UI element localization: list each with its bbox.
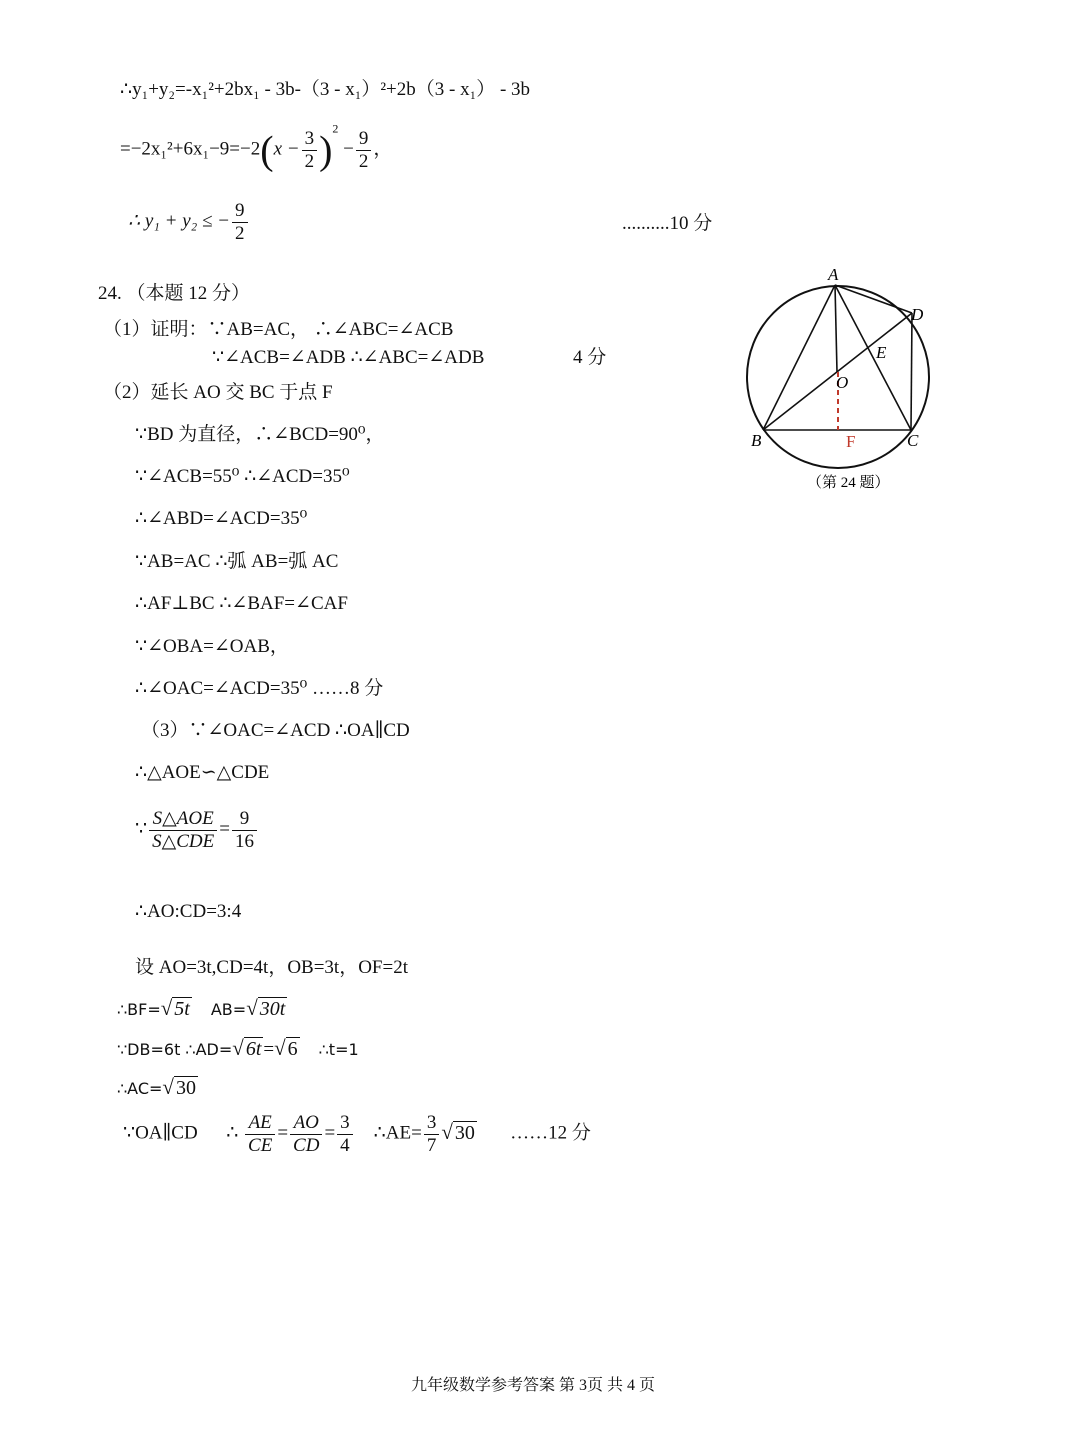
label-f: F [846, 432, 856, 451]
page-footer: 九年级数学参考答案 第 3页 共 4 页 [411, 1377, 656, 1394]
q24-step15: ∵OA∥CD ∴ $\frac{AE}{CE}$ = $\frac{AO}{CD}$ = $\frac{3}{4}$ ∴AE= $\frac{3}{7}$ √ 30 ……12 分 [123, 1112, 591, 1156]
q24-part1-score: 4 分 [573, 347, 607, 368]
label-a: A [828, 265, 839, 284]
label-c: C [907, 431, 919, 450]
q24-step12: ∴BF=√ 5t AB=√ 30t [117, 996, 286, 1020]
label-o: O [836, 373, 849, 392]
q23-line2-frac: $\frac{3}{2}$ [302, 128, 318, 173]
q24-step3: ∴∠ABD=∠ACD=35⁰ [135, 508, 308, 529]
label-d: D [911, 305, 924, 324]
label-b: B [751, 431, 762, 450]
q23-line2-start: =−2x₁²+6x₁−9=−2 [120, 138, 261, 160]
segment-cd [911, 313, 912, 430]
q23-score: ..........10 分 [622, 213, 713, 234]
q24-part3: （3）∵∠OAC=∠ACD ∴OA∥CD [141, 720, 410, 741]
q24-step8: ∴△AOE∽△CDE [135, 762, 270, 783]
q24-step11: 设 AO=3t,CD=4t，OB=3t，OF=2t [135, 957, 408, 978]
segment-ad [835, 285, 912, 313]
q24-step5: ∴AF⊥BC ∴∠BAF=∠CAF [135, 593, 348, 614]
q24-header: 24. （本题 12 分） [98, 283, 251, 304]
q24-step6: ∵∠OBA=∠OAB， [135, 636, 289, 657]
q24-step2: ∵∠ACB=55⁰ ∴∠ACD=35⁰ [135, 466, 350, 487]
q24-step9: ∵ $\frac{\text{S△AOE}}{\text{S△CDE}}$ = $\frac{9}{16}$ [135, 808, 259, 853]
q24-step10: ∴AO:CD=3:4 [135, 901, 242, 922]
q24-part2: （2）延长 AO 交 BC 于点 F [103, 382, 333, 403]
segment-ab [763, 285, 835, 430]
figure-caption: （第 24 题） [807, 475, 890, 491]
q23-line2-x: x − [273, 138, 300, 160]
segment-ac [835, 285, 911, 430]
q24-step4: ∵AB=AC ∴弧 AB=弧 AC [135, 551, 339, 572]
q23-line1: ∴y₁+y₂=-x₁²+2bx₁ - 3b-（3 - x₁）²+2b（3 - x₁） - 3b [120, 79, 531, 100]
q23-line3: ∴ y₁ + y₂ ≤ − $\frac{9}{2}$ [128, 200, 250, 245]
q24-part1-b: ∵∠ACB=∠ADB ∴∠ABC=∠ADB [212, 347, 485, 368]
segment-ao [835, 285, 837, 372]
q24-part1-a: （1）证明：∵AB=AC， ∴∠ABC=∠ACB [103, 319, 454, 340]
q23-line2: =−2x₁²+6x₁−9=−2(x − $\frac{3}{2}$ )$^2$ − $\frac{9}{2}$ ， [120, 121, 393, 173]
label-e: E [876, 343, 887, 362]
q24-step13: ∵DB=6t ∴AD=√ 6t =√ 6 ∴t=1 [117, 1036, 359, 1060]
q24-step1: ∵BD 为直径，∴∠BCD=90⁰， [135, 424, 385, 445]
q24-step7: ∴∠OAC=∠ACD=35⁰ ……8 分 [135, 678, 384, 699]
q24-step14: ∴AC=√ 30 [117, 1075, 196, 1099]
q24-figure [735, 260, 945, 500]
